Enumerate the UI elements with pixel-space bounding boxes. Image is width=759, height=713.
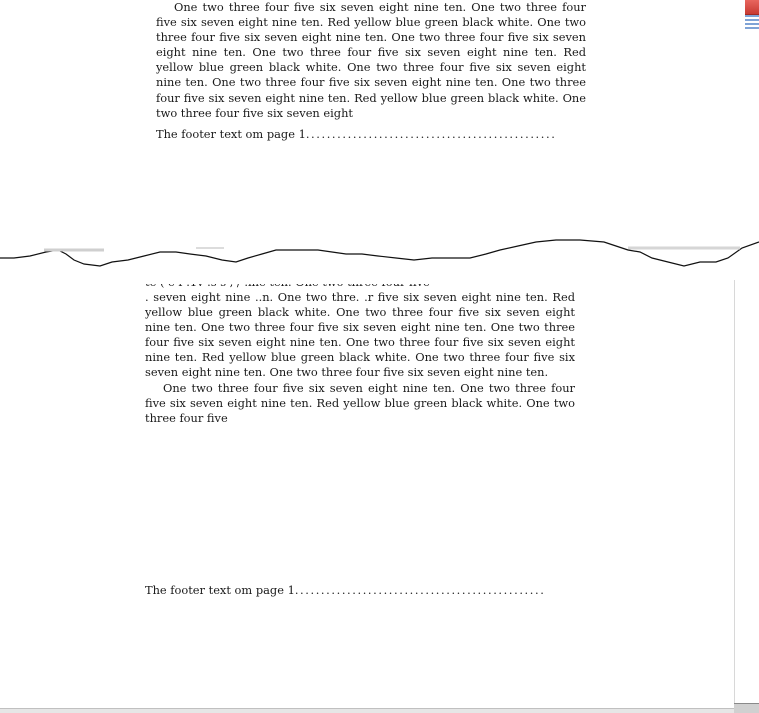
bottom-page-paragraph-continued: . seven eight nine ..n. One two thre. .r five six seven eight nine ten. Red yellow blue green black white. One two three four five six seven eight nine ten. One two three four five six seven eight nine ten. One two three four five six seven eight nine ten. One two three four five six seven eight nine ten. Red yellow blue green black white. One two three four five six seven eight nine ten. One two three four five six seven eight nine ten. [145, 290, 575, 380]
torn-page-edge [0, 236, 759, 284]
top-page-footer [156, 127, 586, 142]
top-page-body [156, 0, 586, 121]
top-page-paragraph: One two three four five six seven eight nine ten. One two three four five six seven eight nine ten. Red yellow blue green black white. One two three four five six seven eight nine ten. One two three four five six seven eight nine ten. One two three four five six seven eight nine ten. Red yellow blue green black white. One two three four five six seven eight nine ten. One two three four five six seven eight nine ten. One two three four five six seven eight nine ten. Red yellow blue green black white. One two three four five six seven eight [156, 0, 586, 120]
bottom-footer-text: The footer text om page 1 [145, 583, 295, 597]
bottom-page-footer [145, 583, 575, 598]
horizontal-scrollbar[interactable] [0, 708, 759, 713]
top-footer-leader-dots: ................................................ [305, 127, 557, 141]
scroll-up-icon[interactable] [745, 0, 759, 15]
bottom-page-paragraph-2: One two three four five six seven eight nine ten. One two three four five six seven eight nine ten. Red yellow blue green black white. One two three four five [145, 380, 575, 425]
bottom-footer-leader-dots: ................................................ [294, 583, 546, 597]
top-footer-text: The footer text om page 1 [156, 127, 306, 141]
scroll-grip-icon[interactable] [745, 15, 759, 31]
resize-grip-icon[interactable] [734, 703, 759, 713]
page-right-edge [734, 280, 735, 705]
bottom-page-body [145, 275, 575, 426]
